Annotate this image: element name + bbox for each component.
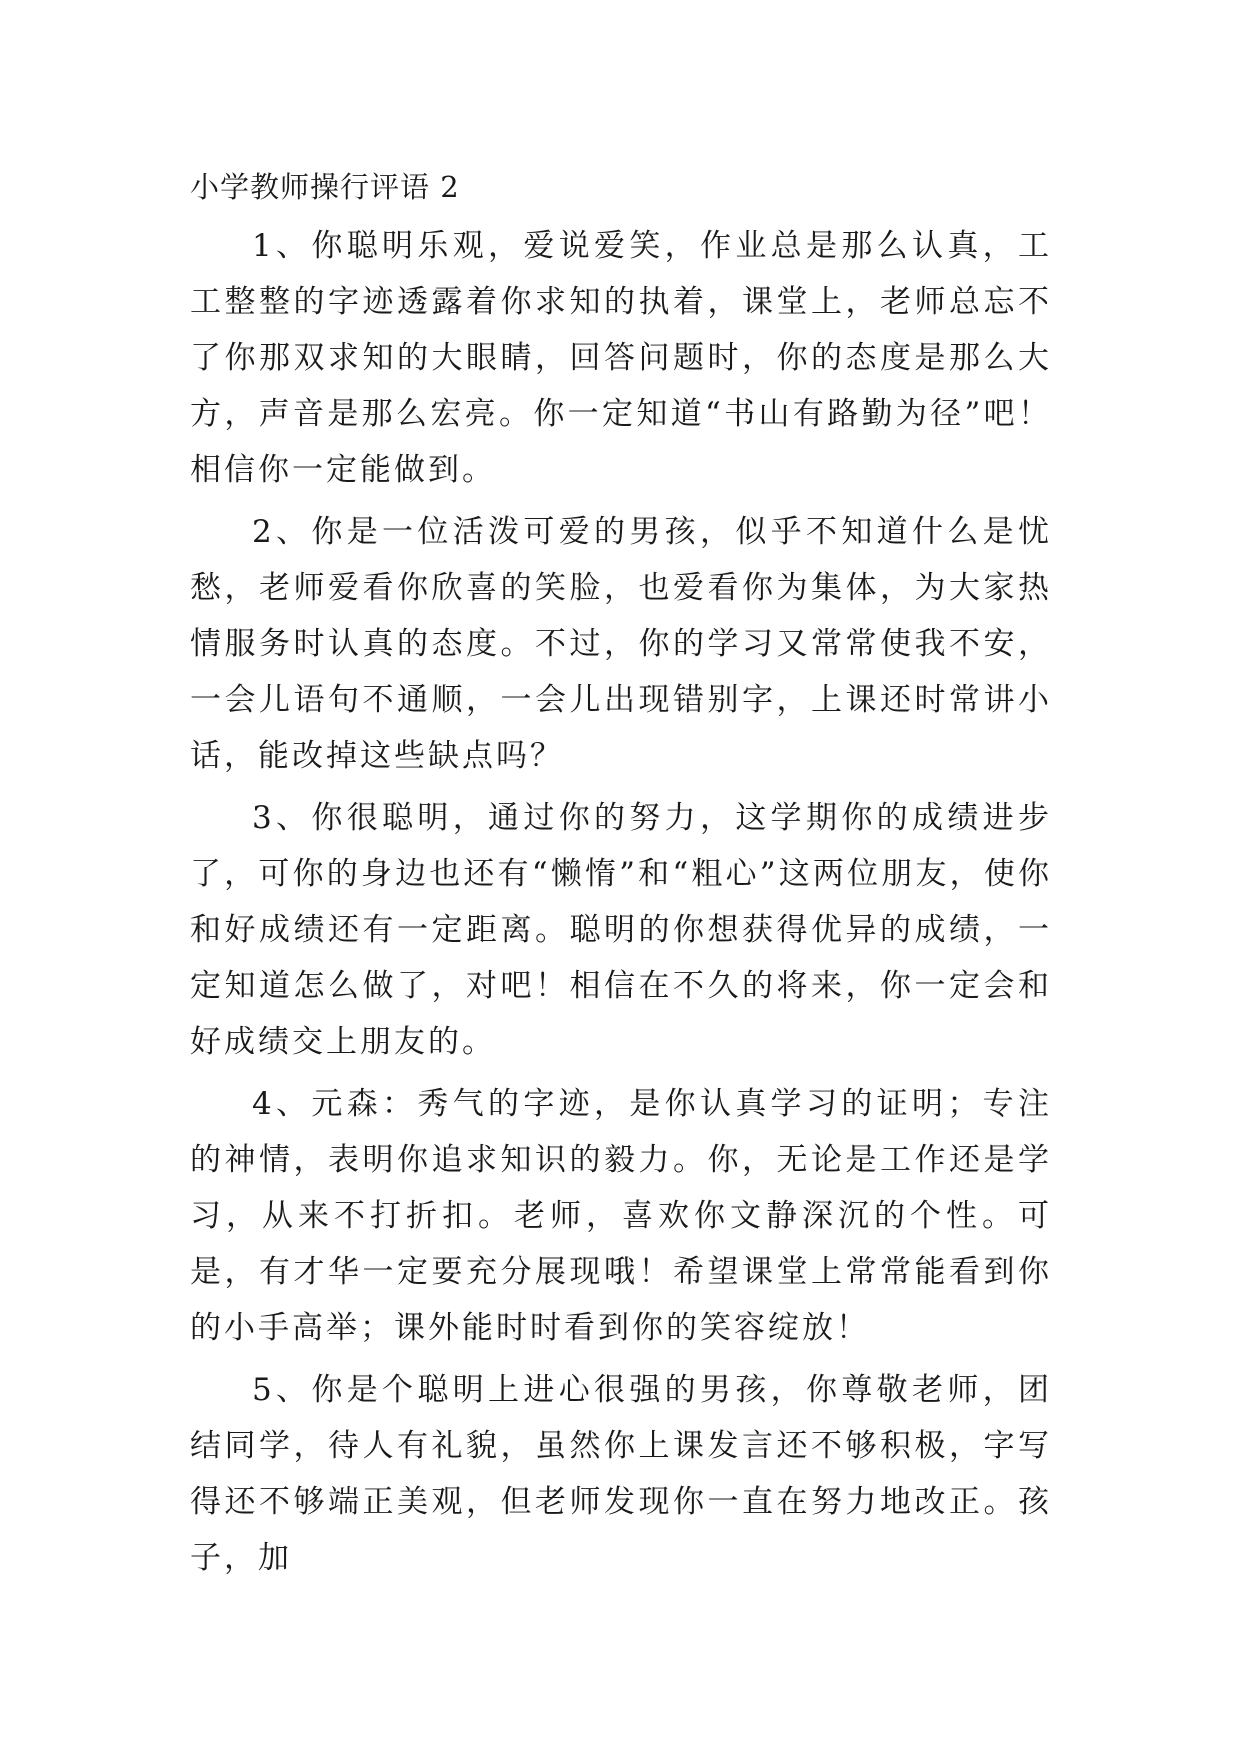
document-body xyxy=(190,218,1052,1586)
comment-paragraph-3: 3、你很聪明，通过你的努力，这学期你的成绩进步了，可你的身边也还有“懒惰”和“粗心”这两位朋友，使你和好成绩还有一定距离。聪明的你想获得优异的成绩，一定知道怎么做了，对吧！相信在不久的将来，你一定会和好成绩交上朋友的。 xyxy=(190,800,1052,1060)
comment-paragraph-2: 2、你是一位活泼可爱的男孩，似乎不知道什么是忧愁，老师爱看你欣喜的笑脸，也爱看你为集体，为大家热情服务时认真的态度。不过，你的学习又常常使我不安，一会儿语句不通顺，一会儿出现错别字，上课还时常讲小话，能改掉这些缺点吗？ xyxy=(190,514,1052,774)
comment-paragraph-5: 5、你是个聪明上进心很强的男孩，你尊敬老师，团结同学，待人有礼貌，虽然你上课发言还不够积极，字写得还不够端正美观，但老师发现你一直在努力地改正。孩子，加 xyxy=(190,1372,1052,1576)
document-title: 小学教师操行评语 2 xyxy=(190,170,460,204)
comment-paragraph-1: 1、你聪明乐观，爱说爱笑，作业总是那么认真，工工整整的字迹透露着你求知的执着，课堂上，老师总忘不了你那双求知的大眼睛，回答问题时，你的态度是那么大方，声音是那么宏亮。你一定知道“书山有路勤为径”吧！相信你一定能做到。 xyxy=(190,228,1052,488)
comment-paragraph-4: 4、元森：秀气的字迹，是你认真学习的证明；专注的神情，表明你追求知识的毅力。你，无论是工作还是学习，从来不打折扣。老师，喜欢你文静深沉的个性。可是，有才华一定要充分展现哦！希望课堂上常常能看到你的小手高举；课外能时时看到你的笑容绽放！ xyxy=(190,1086,1052,1346)
